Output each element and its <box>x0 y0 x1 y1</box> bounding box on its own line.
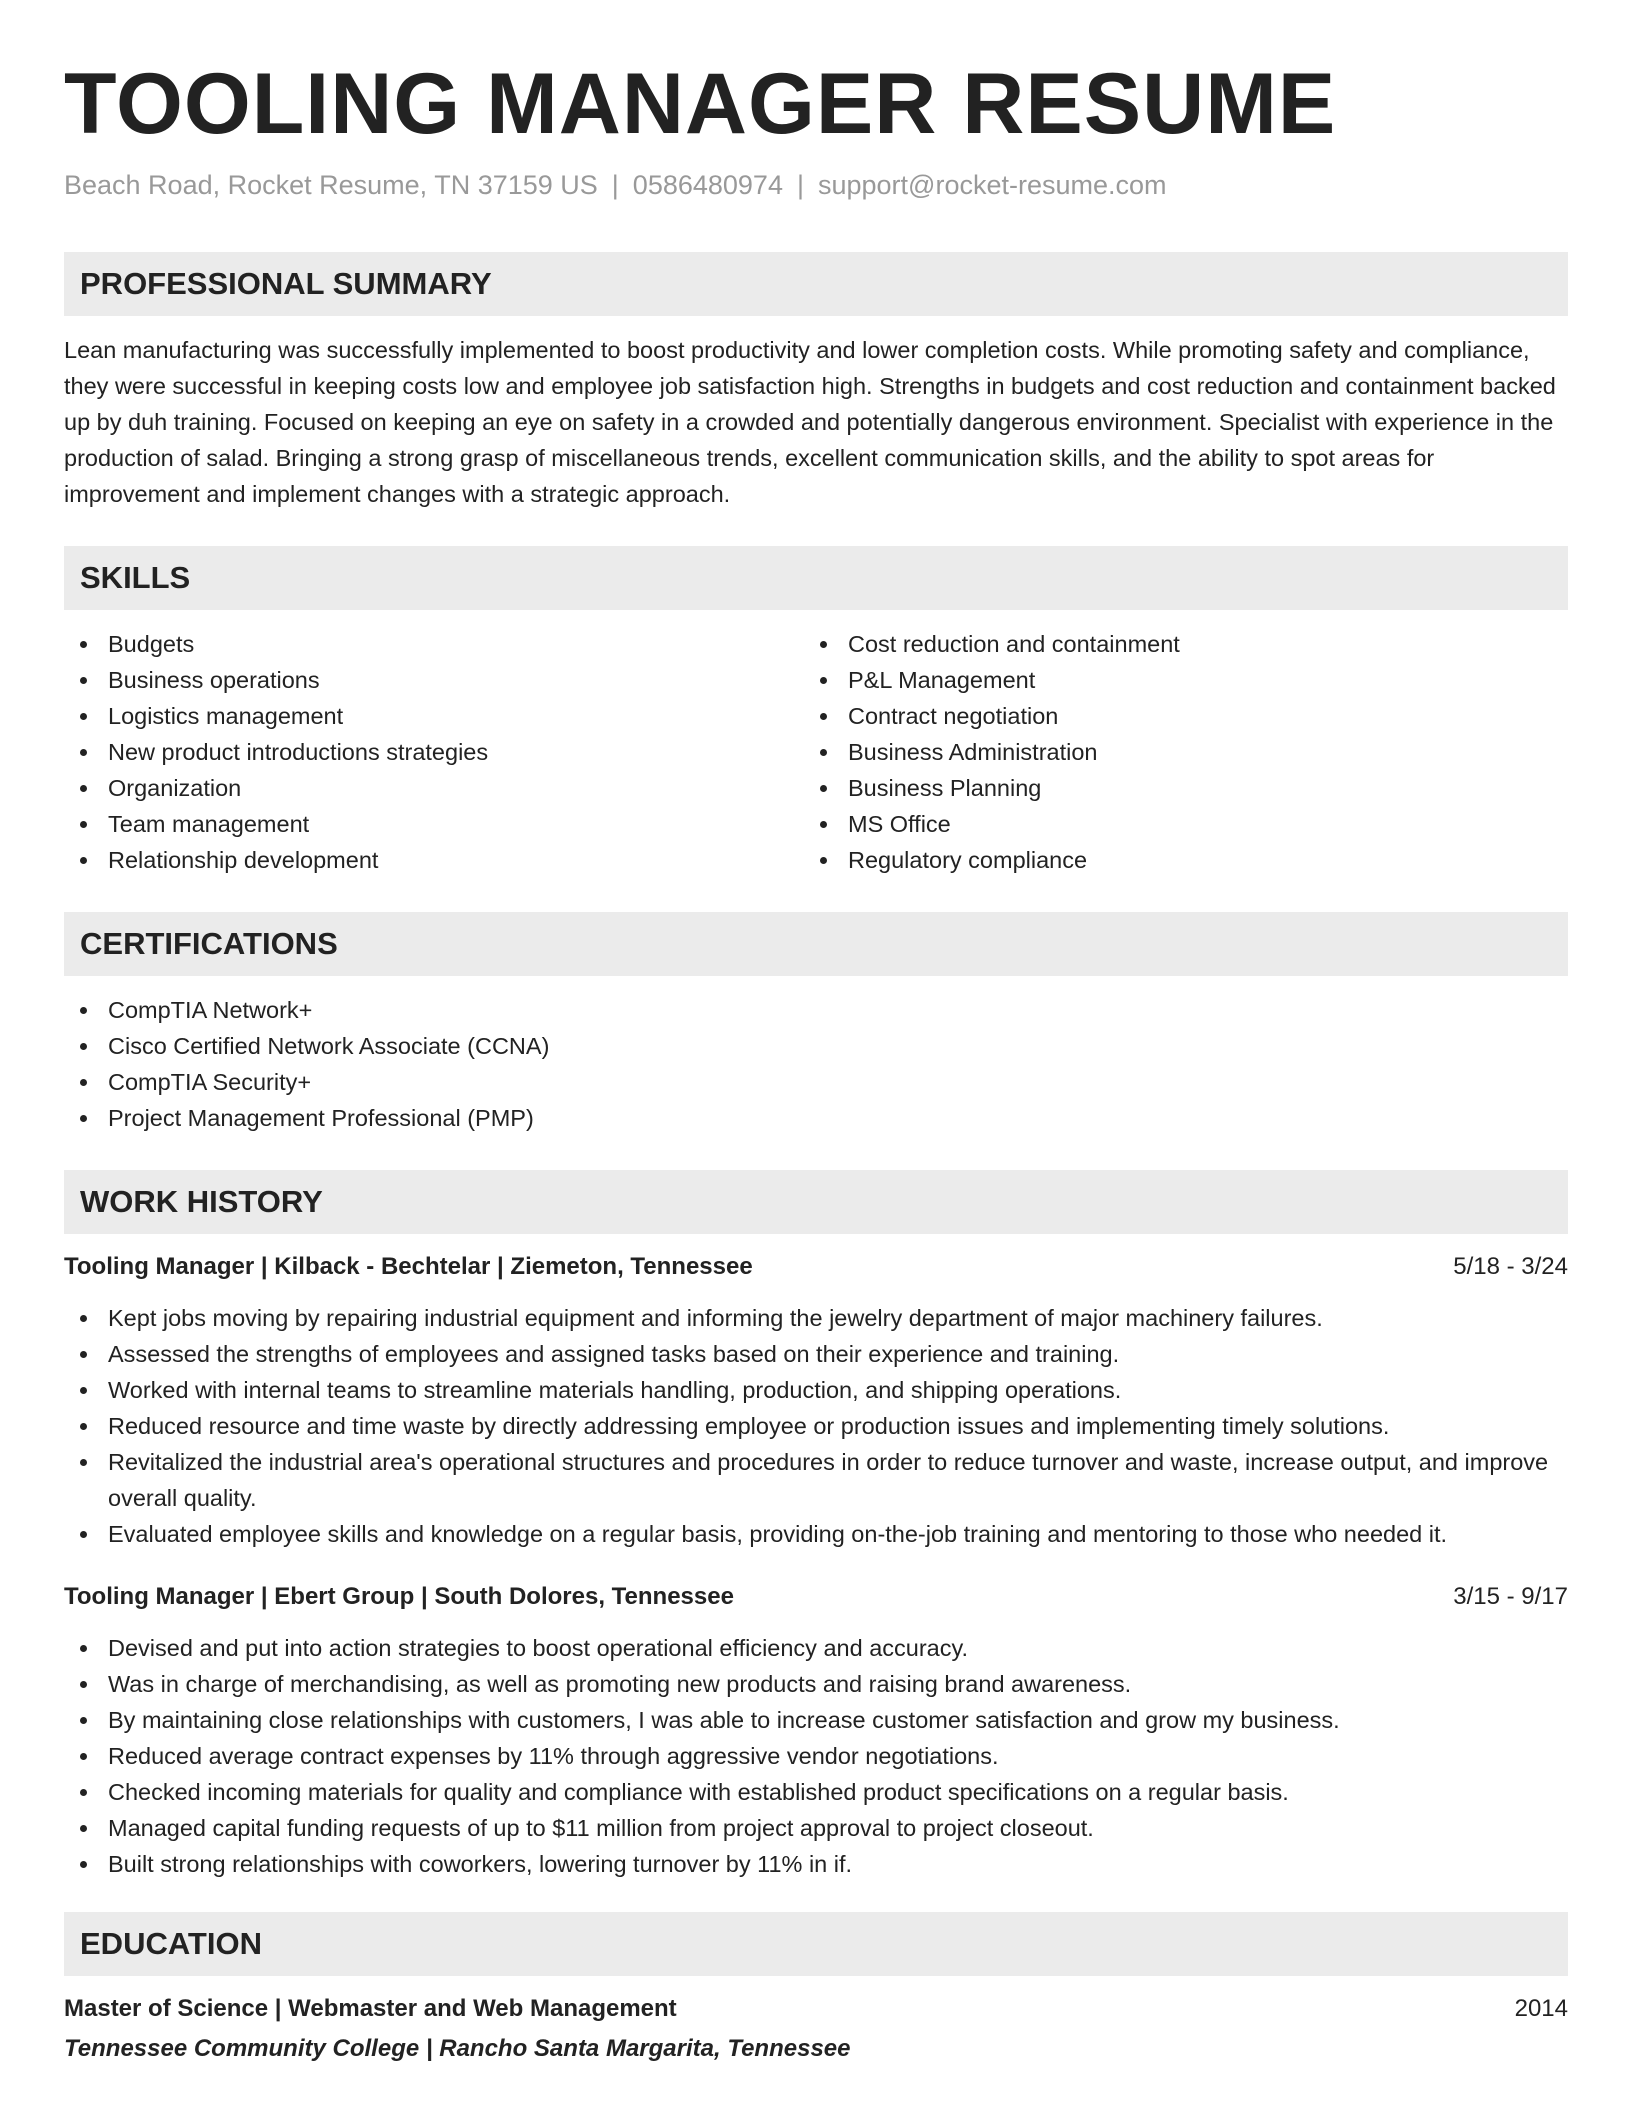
list-item: Business Planning <box>804 770 1544 806</box>
section-heading-work-history: WORK HISTORY <box>64 1170 1568 1234</box>
list-item: Kept jobs moving by repairing industrial equipment and informing the jewelry department of major machinery failures. <box>64 1300 1568 1336</box>
skills-list-right <box>804 626 1544 878</box>
list-item: Managed capital funding requests of up to $11 million from project approval to project closeout. <box>64 1810 1568 1846</box>
job-dates: 3/15 - 9/17 <box>1453 1583 1568 1610</box>
list-item: Team management <box>64 806 804 842</box>
list-item: Cost reduction and containment <box>804 626 1544 662</box>
skills-list-left <box>64 626 804 878</box>
list-item: Cisco Certified Network Associate (CCNA) <box>64 1028 1568 1064</box>
education-year: 2014 <box>1514 1995 1568 2022</box>
summary-text: Lean manufacturing was successfully implemented to boost productivity and lower completion costs. While promoting safety and compliance, they were successful in keeping costs low and employee job satisfaction high. Strengths in budgets and cost reduction and containment backed up by duh training. Focused on keeping an eye on safety in a crowded and potentially dangerous environment. Specialist with experience in the production of salad. Bringing a strong grasp of miscellaneous trends, excellent communication skills, and the ability to spot areas for improvement and implement changes with a strategic approach. <box>64 337 1556 507</box>
list-item: Built strong relationships with coworkers, lowering turnover by 11% in if. <box>64 1846 1568 1882</box>
list-item: Assessed the strengths of employees and assigned tasks based on their experience and training. <box>64 1336 1568 1372</box>
skills-columns <box>64 626 1568 878</box>
section-heading-summary: PROFESSIONAL SUMMARY <box>64 252 1568 316</box>
job-header <box>64 1580 1568 1614</box>
job-entry <box>64 1250 1568 1552</box>
job-bullets <box>64 1630 1568 1882</box>
job-header <box>64 1250 1568 1284</box>
contact-line <box>64 168 1568 202</box>
contact-address: Beach Road, Rocket Resume, TN 37159 US <box>64 170 598 200</box>
job-dates: 5/18 - 3/24 <box>1453 1253 1568 1280</box>
resume-title: TOOLING MANAGER RESUME <box>64 56 1337 152</box>
list-item: Reduced resource and time waste by directly addressing employee or production issues and implementing timely solutions. <box>64 1408 1568 1444</box>
list-item: Business Administration <box>804 734 1544 770</box>
list-item: Checked incoming materials for quality and compliance with established product specifications on a regular basis. <box>64 1774 1568 1810</box>
contact-separator: | <box>796 170 804 200</box>
list-item: Revitalized the industrial area's operational structures and procedures in order to reduce turnover and waste, increase output, and improve overall quality. <box>64 1444 1568 1516</box>
education-header <box>64 1992 1568 2026</box>
list-item: Organization <box>64 770 804 806</box>
list-item: P&L Management <box>804 662 1544 698</box>
list-item: By maintaining close relationships with customers, I was able to increase customer satisfaction and grow my business. <box>64 1702 1568 1738</box>
list-item: Budgets <box>64 626 804 662</box>
job-bullets <box>64 1300 1568 1552</box>
list-item: Project Management Professional (PMP) <box>64 1100 1568 1136</box>
list-item: CompTIA Security+ <box>64 1064 1568 1100</box>
list-item: Regulatory compliance <box>804 842 1544 878</box>
section-heading-skills: SKILLS <box>64 546 1568 610</box>
list-item: Evaluated employee skills and knowledge on a regular basis, providing on-the-job training and mentoring to those who needed it. <box>64 1516 1568 1552</box>
job-title: Tooling Manager | Kilback - Bechtelar | Ziemeton, Tennessee <box>64 1253 753 1280</box>
list-item: Logistics management <box>64 698 804 734</box>
certifications-list <box>64 992 1568 1136</box>
list-item: Business operations <box>64 662 804 698</box>
list-item: Contract negotiation <box>804 698 1544 734</box>
job-entry <box>64 1580 1568 1882</box>
list-item: Worked with internal teams to streamline materials handling, production, and shipping operations. <box>64 1372 1568 1408</box>
contact-phone: 0586480974 <box>632 170 783 200</box>
section-heading-education: EDUCATION <box>64 1912 1568 1976</box>
section-heading-certifications: CERTIFICATIONS <box>64 912 1568 976</box>
list-item: Was in charge of merchandising, as well as promoting new products and raising brand awareness. <box>64 1666 1568 1702</box>
education-degree: Master of Science | Webmaster and Web Management <box>64 1995 677 2022</box>
education-school: Tennessee Community College | Rancho Santa Margarita, Tennessee <box>64 2035 851 2062</box>
list-item: MS Office <box>804 806 1544 842</box>
list-item: New product introductions strategies <box>64 734 804 770</box>
job-title: Tooling Manager | Ebert Group | South Dolores, Tennessee <box>64 1583 734 1610</box>
contact-separator: | <box>611 170 619 200</box>
contact-email: support@rocket-resume.com <box>817 170 1167 200</box>
list-item: Devised and put into action strategies to boost operational efficiency and accuracy. <box>64 1630 1568 1666</box>
list-item: Reduced average contract expenses by 11% through aggressive vendor negotiations. <box>64 1738 1568 1774</box>
list-item: Relationship development <box>64 842 804 878</box>
list-item: CompTIA Network+ <box>64 992 1568 1028</box>
